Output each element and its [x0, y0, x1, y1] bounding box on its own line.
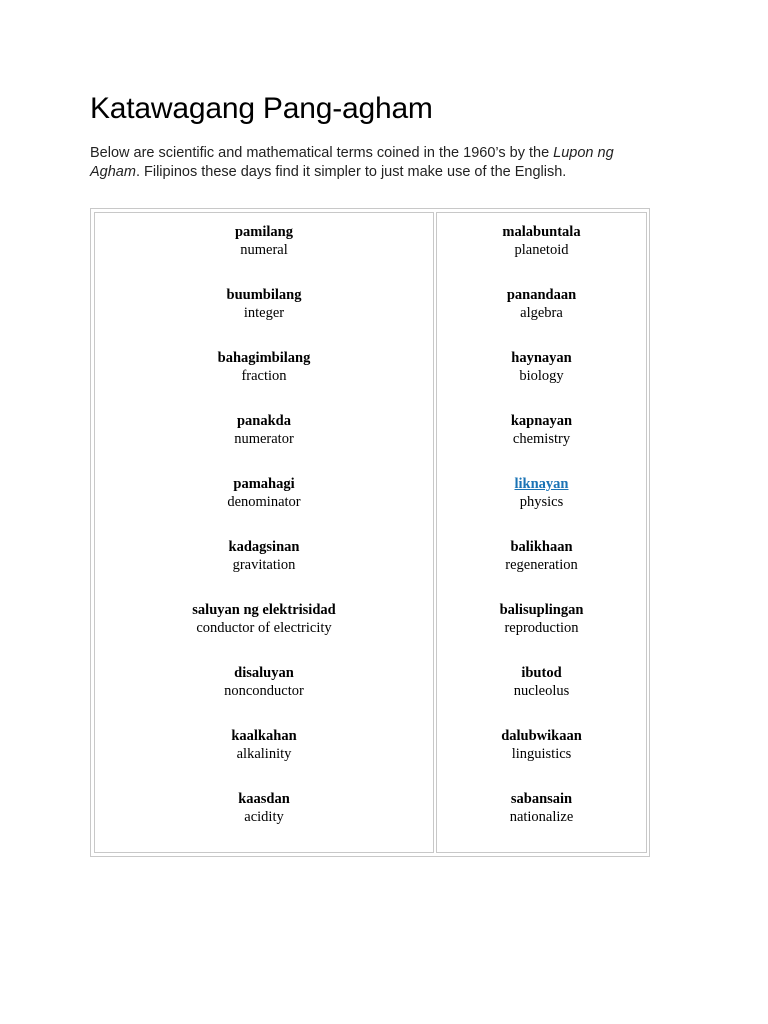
term-entry — [437, 475, 646, 511]
term-meaning: denominator — [227, 494, 301, 510]
term-word: kaalkahan — [231, 728, 297, 744]
terms-table — [90, 208, 650, 857]
term-meaning: reproduction — [504, 620, 579, 636]
term-word: pamahagi — [233, 476, 295, 492]
term-entry — [437, 790, 646, 826]
term-meaning: planetoid — [514, 242, 569, 258]
term-word: kadagsinan — [228, 539, 300, 555]
term-entry — [437, 727, 646, 763]
term-meaning: conductor of electricity — [196, 620, 332, 636]
term-meaning: linguistics — [511, 746, 572, 762]
term-entry — [95, 412, 433, 448]
term-entry — [437, 664, 646, 700]
term-word: pamilang — [234, 224, 293, 240]
term-meaning: numeral — [240, 242, 288, 258]
term-word: saluyan ng elektrisidad — [192, 602, 336, 618]
term-meaning: regeneration — [505, 557, 578, 573]
term-word: panakda — [236, 413, 291, 429]
term-word: haynayan — [511, 350, 572, 366]
intro-italic-text: Lupon ng Agham — [90, 145, 614, 180]
term-entry — [95, 664, 433, 700]
term-entry — [95, 790, 433, 826]
term-word: balisuplingan — [499, 602, 584, 618]
intro-text-end: . Filipinos these days find it simpler to just make use of the English. — [135, 164, 567, 180]
term-meaning: numerator — [234, 431, 294, 447]
term-meaning: algebra — [520, 305, 563, 321]
term-entry — [95, 286, 433, 322]
term-meaning: alkalinity — [236, 746, 292, 762]
term-entry — [437, 412, 646, 448]
term-word: panandaan — [506, 287, 577, 303]
term-entry — [95, 601, 433, 637]
intro-paragraph — [90, 144, 660, 182]
intro-text: Below are scientific and mathematical terms coined in the 1960’s by the — [90, 145, 554, 161]
term-word: balikhaan — [510, 539, 573, 555]
right-column — [436, 212, 647, 853]
term-word: bahagimbilang — [217, 350, 311, 366]
term-word: disaluyan — [234, 665, 294, 681]
term-entry — [437, 223, 646, 259]
term-meaning: fraction — [241, 368, 287, 384]
term-meaning: gravitation — [232, 557, 296, 573]
left-column — [94, 212, 434, 853]
term-word: buumbilang — [226, 287, 302, 303]
term-entry — [95, 349, 433, 385]
term-entry — [437, 349, 646, 385]
term-entry — [437, 286, 646, 322]
term-word: malabuntala — [502, 224, 581, 240]
term-meaning: physics — [519, 494, 564, 510]
term-meaning: acidity — [244, 809, 284, 825]
term-meaning: nucleolus — [513, 683, 570, 699]
term-entry — [95, 475, 433, 511]
term-meaning: chemistry — [512, 431, 571, 447]
term-entry — [437, 601, 646, 637]
term-meaning: biology — [519, 368, 564, 384]
term-word: kaasdan — [238, 791, 290, 807]
term-entry — [437, 538, 646, 574]
term-link[interactable]: liknayan — [514, 476, 569, 492]
term-word: ibutod — [521, 665, 562, 681]
term-word: sabansain — [510, 791, 573, 807]
term-meaning: nonconductor — [224, 683, 304, 699]
term-entry — [95, 538, 433, 574]
term-entry — [95, 223, 433, 259]
page-title: Katawagang Pang-agham — [90, 92, 433, 125]
term-word: kapnayan — [510, 413, 573, 429]
term-word: dalubwikaan — [501, 728, 582, 744]
term-meaning: integer — [243, 305, 285, 321]
term-entry — [95, 727, 433, 763]
term-meaning: nationalize — [509, 809, 574, 825]
